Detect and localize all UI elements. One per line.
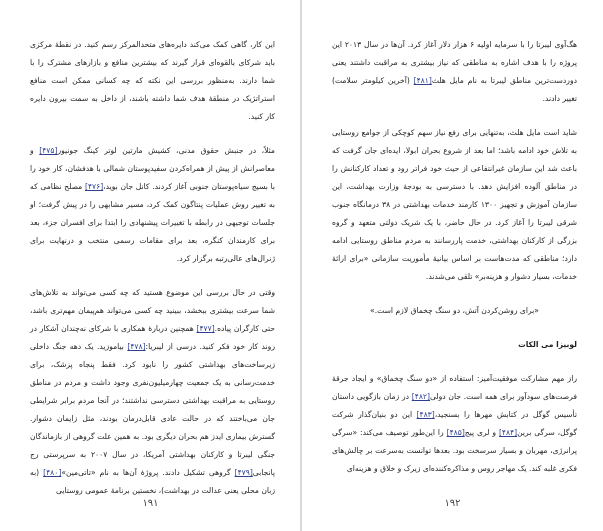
footnote-link[interactable]: [۴۷۷] xyxy=(196,324,215,333)
right-paragraph-2: شاید است مایل هلث، به‌تنهایی برای رفع نیاز سهم کوچکی از جوامع روستایی به تلاش خود ادامه باشد؛ اما بعد از شروع بحران ابولا، ایده‌ای جان گرفت که باعث شد این سازمان غیرانتفاعی از حیث خود فراتر رود و تعداد کارکنانش را در مناطق آلوده افزایش دهد. با دسترسی به بودجهٔ وزارت بهداشت، این سازمان آموزش و تجهیز ۱۳۰۰ کارمند خدمات بهداشتی در ۳۸ درمانگاه جنوب شرقی لیبرتا را آغاز کرد. در حال حاضر، با یک شریک دولتی متعهد و گروه بزرگی از کارکنان بهداشتی، خدمت پاررسانند به مردم مناطق روستایی ادامه دارد؛ مناطقی که مدت‌هاست بر اساس بیانیهٔ مأموریت سازمانی «برای ارائهٔ خدمات، بسیار دشوار و هزینه‌بر» تلقی می‌شدند. xyxy=(332,128,577,281)
footnote-link[interactable]: [۴۸۱] xyxy=(413,76,432,85)
left-page xyxy=(0,0,301,531)
right-paragraph-1: هگ‌آوی لیبرتا را با سرمایه اولیه ۶ هزار دلار آغاز کرد. آن‌ها در سال ۲۰۱۳ این پروژه را با هدف اشاره به مناطقی که نیاز بیشتری به مراقبت داشتند یعنی دوردست‌ترین مناطق لیبرتا به نام مایل هلث[۴۸۱] (آخرین کیلومتر سلامت) تغییر دادند. xyxy=(332,40,577,103)
footnote-link[interactable]: [۴۷۸] xyxy=(127,342,146,351)
left-paragraph-2: مثلاً، در جنبش حقوق مدنی، کشیش مارتین لوتر کینگ جونیور[۴۷۵] و معاصرانش از پیش از همراه‌کردن سفیدپوستان شمالی با هدفشان، کار خود را با بسیج سیاه‌پوستان جنوبی آغاز کردند. کانل جان بوید،[۴۷۶] مصلح نظامی که به تغییر روش عملیات پنتاگون کمک کرد، مسیر مشابهی را در پیش گرفت؛ او جلسات توجیهی در رابطه با تغییرات پیشنهادی را ابتدا برای افسران جزء، بعد برای کارمندان کنگره، بعد برای مقامات رسمی منتخب و درنهایت برای ژنرال‌های عالی‌رتبه برگزار کرد. xyxy=(30,146,275,263)
right-page xyxy=(302,0,603,531)
footnote-link[interactable]: [۴۸۴] xyxy=(498,428,518,437)
left-page-text xyxy=(30,36,275,516)
page-number: ۱۹۱ xyxy=(142,498,159,509)
footnote-link[interactable]: [۴۷۵] xyxy=(39,146,58,155)
footnote-link[interactable]: [۴۷۶] xyxy=(84,182,104,191)
footnote-link[interactable]: [۴۸۰] xyxy=(43,468,62,477)
left-paragraph-3: وقتی در حال بررسی این موضوع هستید که چه کسی می‌تواند به تلاش‌های شما سرعت بیشتری ببخشد، ببینید چه کسی می‌تواند هم‌پیمان مهم‌تری باشد، حتی کارگران پیاده.[۴۷۷] همچنین دربارهٔ همکاری با شرکای نه‌چندان آشکار در روند کار خود فکر کنید. درسی از لیبریا:[۴۷۸] بیاموزید. یک دهه جنگ داخلی زیرساخت‌های بهداشتی کشور را نابود کرد. فقط پنجاه پزشک، برای خدمت‌رسانی به یک جمعیت چهارمیلیون‌نفری وجود داشت و مردم در مناطق روستایی به مراقبت بهداشتی دسترسی نداشتند؛ در آنجا مردم برابر شرایطی جان می‌باختند که در حالت عادی قابل‌درمان بودند، مثل زایمان دشوار. گسترش بیماری ایدز هم بحران دیگری بود. به همین علت گروهی از بازماندگان جنگی لیبرتا و کارکنان بهداشتی آمریکا، در سال ۲۰۰۷ به سرپرستی رج پانجابی[۴۷۹] گروهی تشکیل دادند. پروژهٔ آن‌ها به نام «تاتی‌مین»[۴۸۰] (به زبان محلی یعنی عدالت در بهداشت)، نخستین برنامهٔ عمومی روستایی xyxy=(30,288,275,495)
page-number: ۱۹۲ xyxy=(444,498,461,509)
quote-attribution: لوبیزا می الکات xyxy=(518,340,577,349)
footnote-link[interactable]: [۴۸۲] xyxy=(411,392,430,401)
left-paragraph-1: این کار، گاهی کمک می‌کند دایره‌های متحدالمرکز رسم کنید. در نقطهٔ مرکزی باید شرکای بالقوه‌ای قرار گیرند که بیشترین منافع و بازارهای مشترک را با شما دارند. به‌منظور بررسی این نکته که چه کسانی ممکن است منافع استراتژیک در منطقهٔ هدف شما داشته باشند، از داخل به سمت بیرون دایره کار کنید. xyxy=(30,40,275,121)
right-paragraph-3: راز مهم مشارکت موفقیت‌آمیز: استفاده از «دو سنگ چخماق» و ایجاد جرقهٔ فرصت‌های سودآور برای همه است. جان دولی[۴۸۲] در زمان بازگویی داستان تأسیس گوگل در کتابش مهرها را بسنجید،[۴۸۳] این دو بنیان‌گذار شرکت گوگل، سرگی برین[۴۸۴] و لری پیج[۴۸۵] را این‌طور توصیف می‌کند: «سرگی پرانرژی، مهربان و بسیار سرسخت بود. بعدها توانست به‌سرعت بر چالش‌های فکری غلبه کند. یک مهاجر روس و مذاکره‌کننده‌ای زیرک و خلاق و هزینه‌ای xyxy=(332,374,577,473)
epigraph-quote: «برای روشن‌کردن آتش، دو سنگ چخماق لازم است.» xyxy=(370,306,539,315)
footnote-link[interactable]: [۴۷۹] xyxy=(234,468,253,477)
footnote-link[interactable]: [۴۸۵] xyxy=(446,428,465,437)
right-page-text xyxy=(332,36,577,494)
footnote-link[interactable]: [۴۸۳] xyxy=(416,410,435,419)
